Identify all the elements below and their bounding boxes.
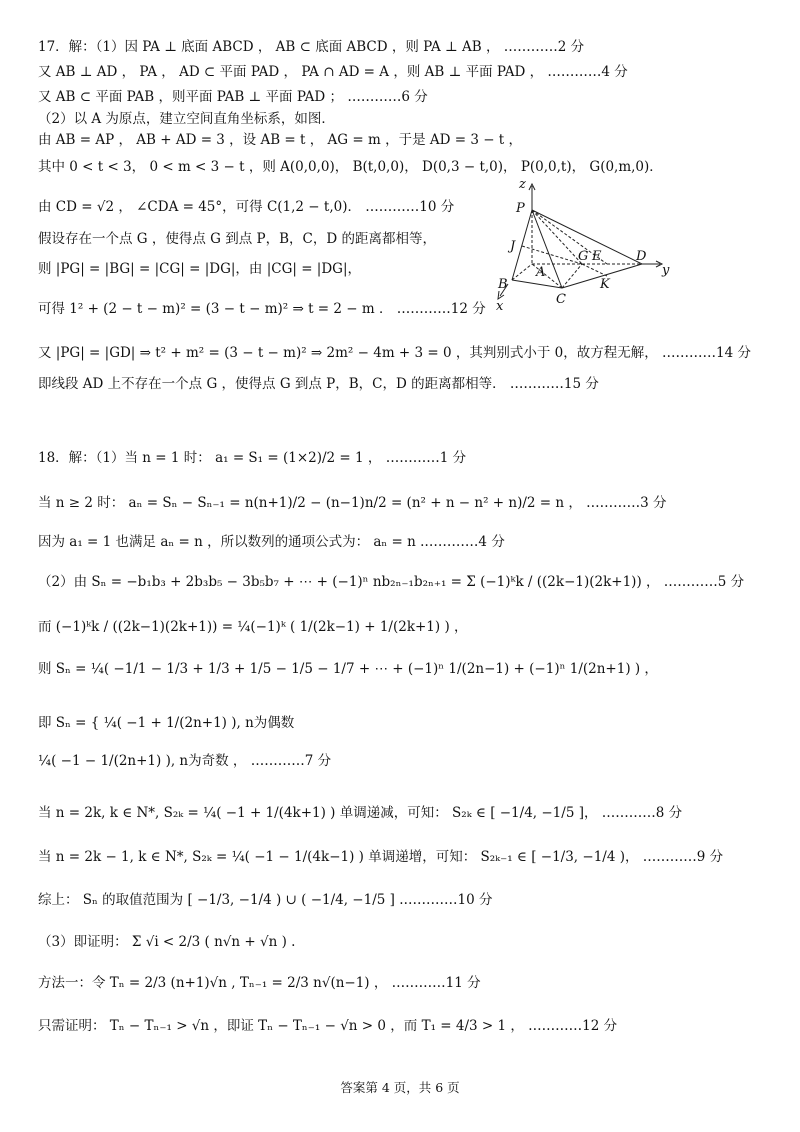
label-z: z xyxy=(519,178,526,192)
q18-line-2: 当 n ≥ 2 时： aₙ = Sₙ − Sₙ₋₁ = n(n+1)/2 − (n−1)n/2 = (n² + n − n² + n)/2 = n ， …………3 分 xyxy=(38,495,667,511)
label-J: J xyxy=(510,239,516,254)
q17-line-10: 可得 1² + (2 − t − m)² = (3 − t − m)² ⇒ t = 2 − m ． …………12 分 xyxy=(38,301,486,317)
label-C: C xyxy=(556,292,566,307)
q18-line-9: 当 n = 2k − 1, k ∈ N*, S₂ₖ = ¼( −1 − 1/(4k−1) ) 单调递增，可知： S₂ₖ₋₁ ∈ [ −1/3, −1/4 )， …………9 分 xyxy=(38,849,724,865)
label-A: A xyxy=(536,265,546,280)
q18-line-3: 因为 a₁ = 1 也满足 aₙ = n ，所以数列的通项公式为： aₙ = n .…………4 分 xyxy=(38,534,505,550)
q17-line-3: 又 AB ⊂ 平面 PAB ，则平面 PAB ⊥ 平面 PAD ； …………6 分 xyxy=(38,89,428,105)
label-P: P xyxy=(516,201,525,216)
q17-line-5: 由 AB = AP ， AB + AD = 3 ，设 AB = t ， AG = m ，于是 AD = 3 − t ， xyxy=(38,132,523,148)
q18-line-7b: ¼( −1 − 1/(2n+1) ), n为奇数 ， …………7 分 xyxy=(38,753,332,769)
q17-line-1: 17．解：（1）因 PA ⊥ 底面 ABCD ， AB ⊂ 底面 ABCD ，则 PA ⊥ AB ， …………2 分 xyxy=(38,39,585,55)
q18-line-7a: 即 Sₙ = { ¼( −1 + 1/(2n+1) ), n为偶数 xyxy=(38,715,295,731)
label-D: D xyxy=(636,249,647,264)
label-y: y xyxy=(662,263,670,278)
q18-line-11: （3）即证明： Σ √i < 2/3 ( n√n + √n ) . xyxy=(38,934,296,950)
q18-line-4: （2）由 Sₙ = −b₁b₃ + 2b₃b₅ − 3b₅b₇ + ⋯ + (−1)ⁿ nb₂ₙ₋₁b₂ₙ₊₁ = Σ (−1)ᵏk / ((2k−1)(2k+1)) ， …………5 分 xyxy=(38,574,745,590)
q17-line-12: 即线段 AD 上不存在一个点 G ，使得点 G 到点 P，B，C，D 的距离都相等． …………15 分 xyxy=(38,376,599,392)
q18-line-12: 方法一：令 Tₙ = 2/3 (n+1)√n , Tₙ₋₁ = 2/3 n√(n−1) ， …………11 分 xyxy=(38,975,481,991)
q17-line-9: 则 |PG| = |BG| = |CG| = |DG|，由 |CG| = |DG|， xyxy=(38,261,362,277)
pyramid-figure xyxy=(492,178,682,313)
q18-line-1: 18．解：（1）当 n = 1 时： a₁ = S₁ = (1×2)/2 = 1 ， …………1 分 xyxy=(38,450,467,466)
q17-line-11: 又 |PG| = |GD| ⇒ t² + m² = (3 − t − m)² ⇒ 2m² − 4m + 3 = 0 ，其判别式小于 0，故方程无解， …………14 分 xyxy=(38,345,752,361)
label-G: G xyxy=(578,249,589,264)
q17-line-8: 假设存在一个点 G ，使得点 G 到点 P，B，C，D 的距离都相等， xyxy=(38,231,436,247)
q18-line-8: 当 n = 2k, k ∈ N*, S₂ₖ = ¼( −1 + 1/(4k+1) ) 单调递减，可知： S₂ₖ ∈ [ −1/4, −1/5 ]， …………8 分 xyxy=(38,805,683,821)
q18-line-13: 只需证明： Tₙ − Tₙ₋₁ > √n ，即证 Tₙ − Tₙ₋₁ − √n > 0 ，而 T₁ = 4/3 > 1 ， …………12 分 xyxy=(38,1018,618,1034)
q17-line-7: 由 CD = √2 ， ∠CDA = 45°，可得 C(1,2 − t,0)． …………10 分 xyxy=(38,199,455,215)
q18-line-10: 综上： Sₙ 的取值范围为 [ −1/3, −1/4 ) ∪ ( −1/4, −1/5 ] .…………10 分 xyxy=(38,892,493,908)
q18-line-5: 而 (−1)ᵏk / ((2k−1)(2k+1)) = ¼(−1)ᵏ ( 1/(2k−1) + 1/(2k+1) ) ， xyxy=(38,619,468,635)
q17-line-6: 其中 0 < t < 3， 0 < m < 3 − t ，则 A(0,0,0)， B(t,0,0)， D(0,3 − t,0)， P(0,0,t)， G(0,m,0)． xyxy=(38,159,663,175)
q17-line-2: 又 AB ⊥ AD ， PA ， AD ⊂ 平面 PAD ， PA ∩ AD = A ，则 AB ⊥ 平面 PAD ， …………4 分 xyxy=(38,64,628,80)
label-E: E xyxy=(592,249,602,264)
label-x: x xyxy=(496,299,504,313)
q17-line-4: （2）以 A 为原点，建立空间直角坐标系，如图． xyxy=(38,111,335,127)
q18-line-6: 则 Sₙ = ¼( −1/1 − 1/3 + 1/3 + 1/5 − 1/5 − 1/7 + ⋯ + (−1)ⁿ 1/(2n−1) + (−1)ⁿ 1/(2n+1) ) ， xyxy=(38,661,658,677)
label-K: K xyxy=(600,277,610,292)
label-B: B xyxy=(498,277,508,292)
page-footer: 答案第 4 页，共 6 页 xyxy=(340,1080,460,1095)
